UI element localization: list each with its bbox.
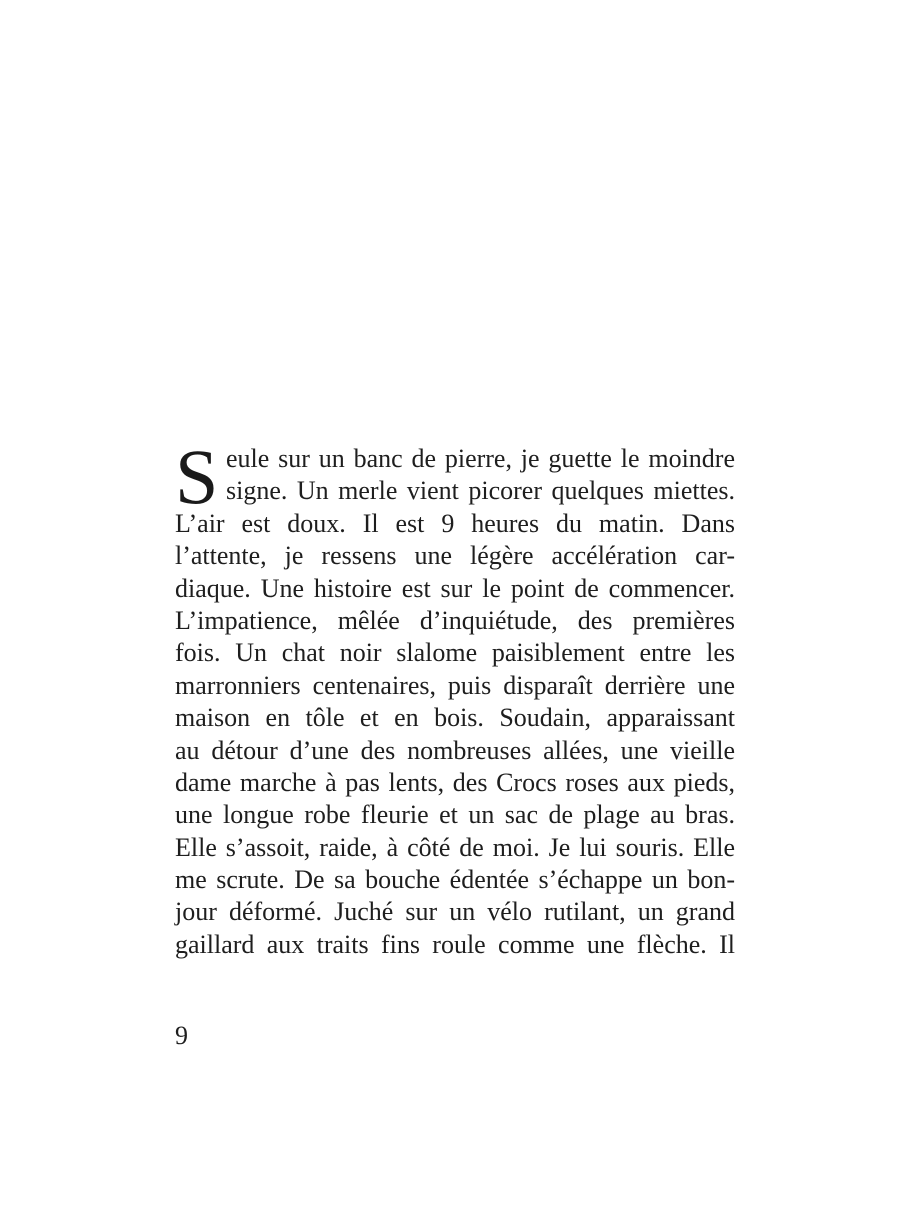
text-line: maison en tôle et en bois. Soudain, apparaissant bbox=[175, 703, 735, 733]
text-line: Elle s’assoit, raide, à côté de moi. Je lui souris. Elle bbox=[175, 832, 735, 862]
text-line: signe. Un merle vient picorer quelques miettes. bbox=[226, 476, 735, 506]
text-line: l’attente, je ressens une légère accélération car- bbox=[175, 541, 735, 571]
dropcap-indented-lines bbox=[175, 443, 735, 508]
text-line: dame marche à pas lents, des Crocs roses aux pieds, bbox=[175, 767, 735, 797]
text-line: gaillard aux traits fins roule comme une flèche. Il bbox=[175, 929, 735, 959]
text-line: jour déformé. Juché sur un vélo rutilant, un grand bbox=[175, 897, 735, 927]
paragraph-block bbox=[175, 433, 735, 961]
text-line: eule sur un banc de pierre, je guette le moindre bbox=[226, 444, 735, 473]
text-line: me scrute. De sa bouche édentée s’échappe un bon- bbox=[175, 865, 735, 895]
page-number: 9 bbox=[175, 1021, 188, 1050]
text-line: L’impatience, mêlée d’inquiétude, des premières bbox=[175, 605, 735, 635]
text-line: fois. Un chat noir slalome paisiblement entre les bbox=[175, 638, 735, 668]
text-line: au détour d’une des nombreuses allées, une vieille bbox=[175, 735, 735, 765]
text-line: marronniers centenaires, puis disparaît derrière une bbox=[175, 670, 735, 700]
text-line: L’air est doux. Il est 9 heures du matin. Dans bbox=[175, 508, 735, 538]
drop-cap: S bbox=[175, 433, 219, 520]
text-line: diaque. Une histoire est sur le point de commencer. bbox=[175, 573, 735, 603]
text-line: une longue robe fleurie et un sac de plage au bras. bbox=[175, 800, 735, 830]
